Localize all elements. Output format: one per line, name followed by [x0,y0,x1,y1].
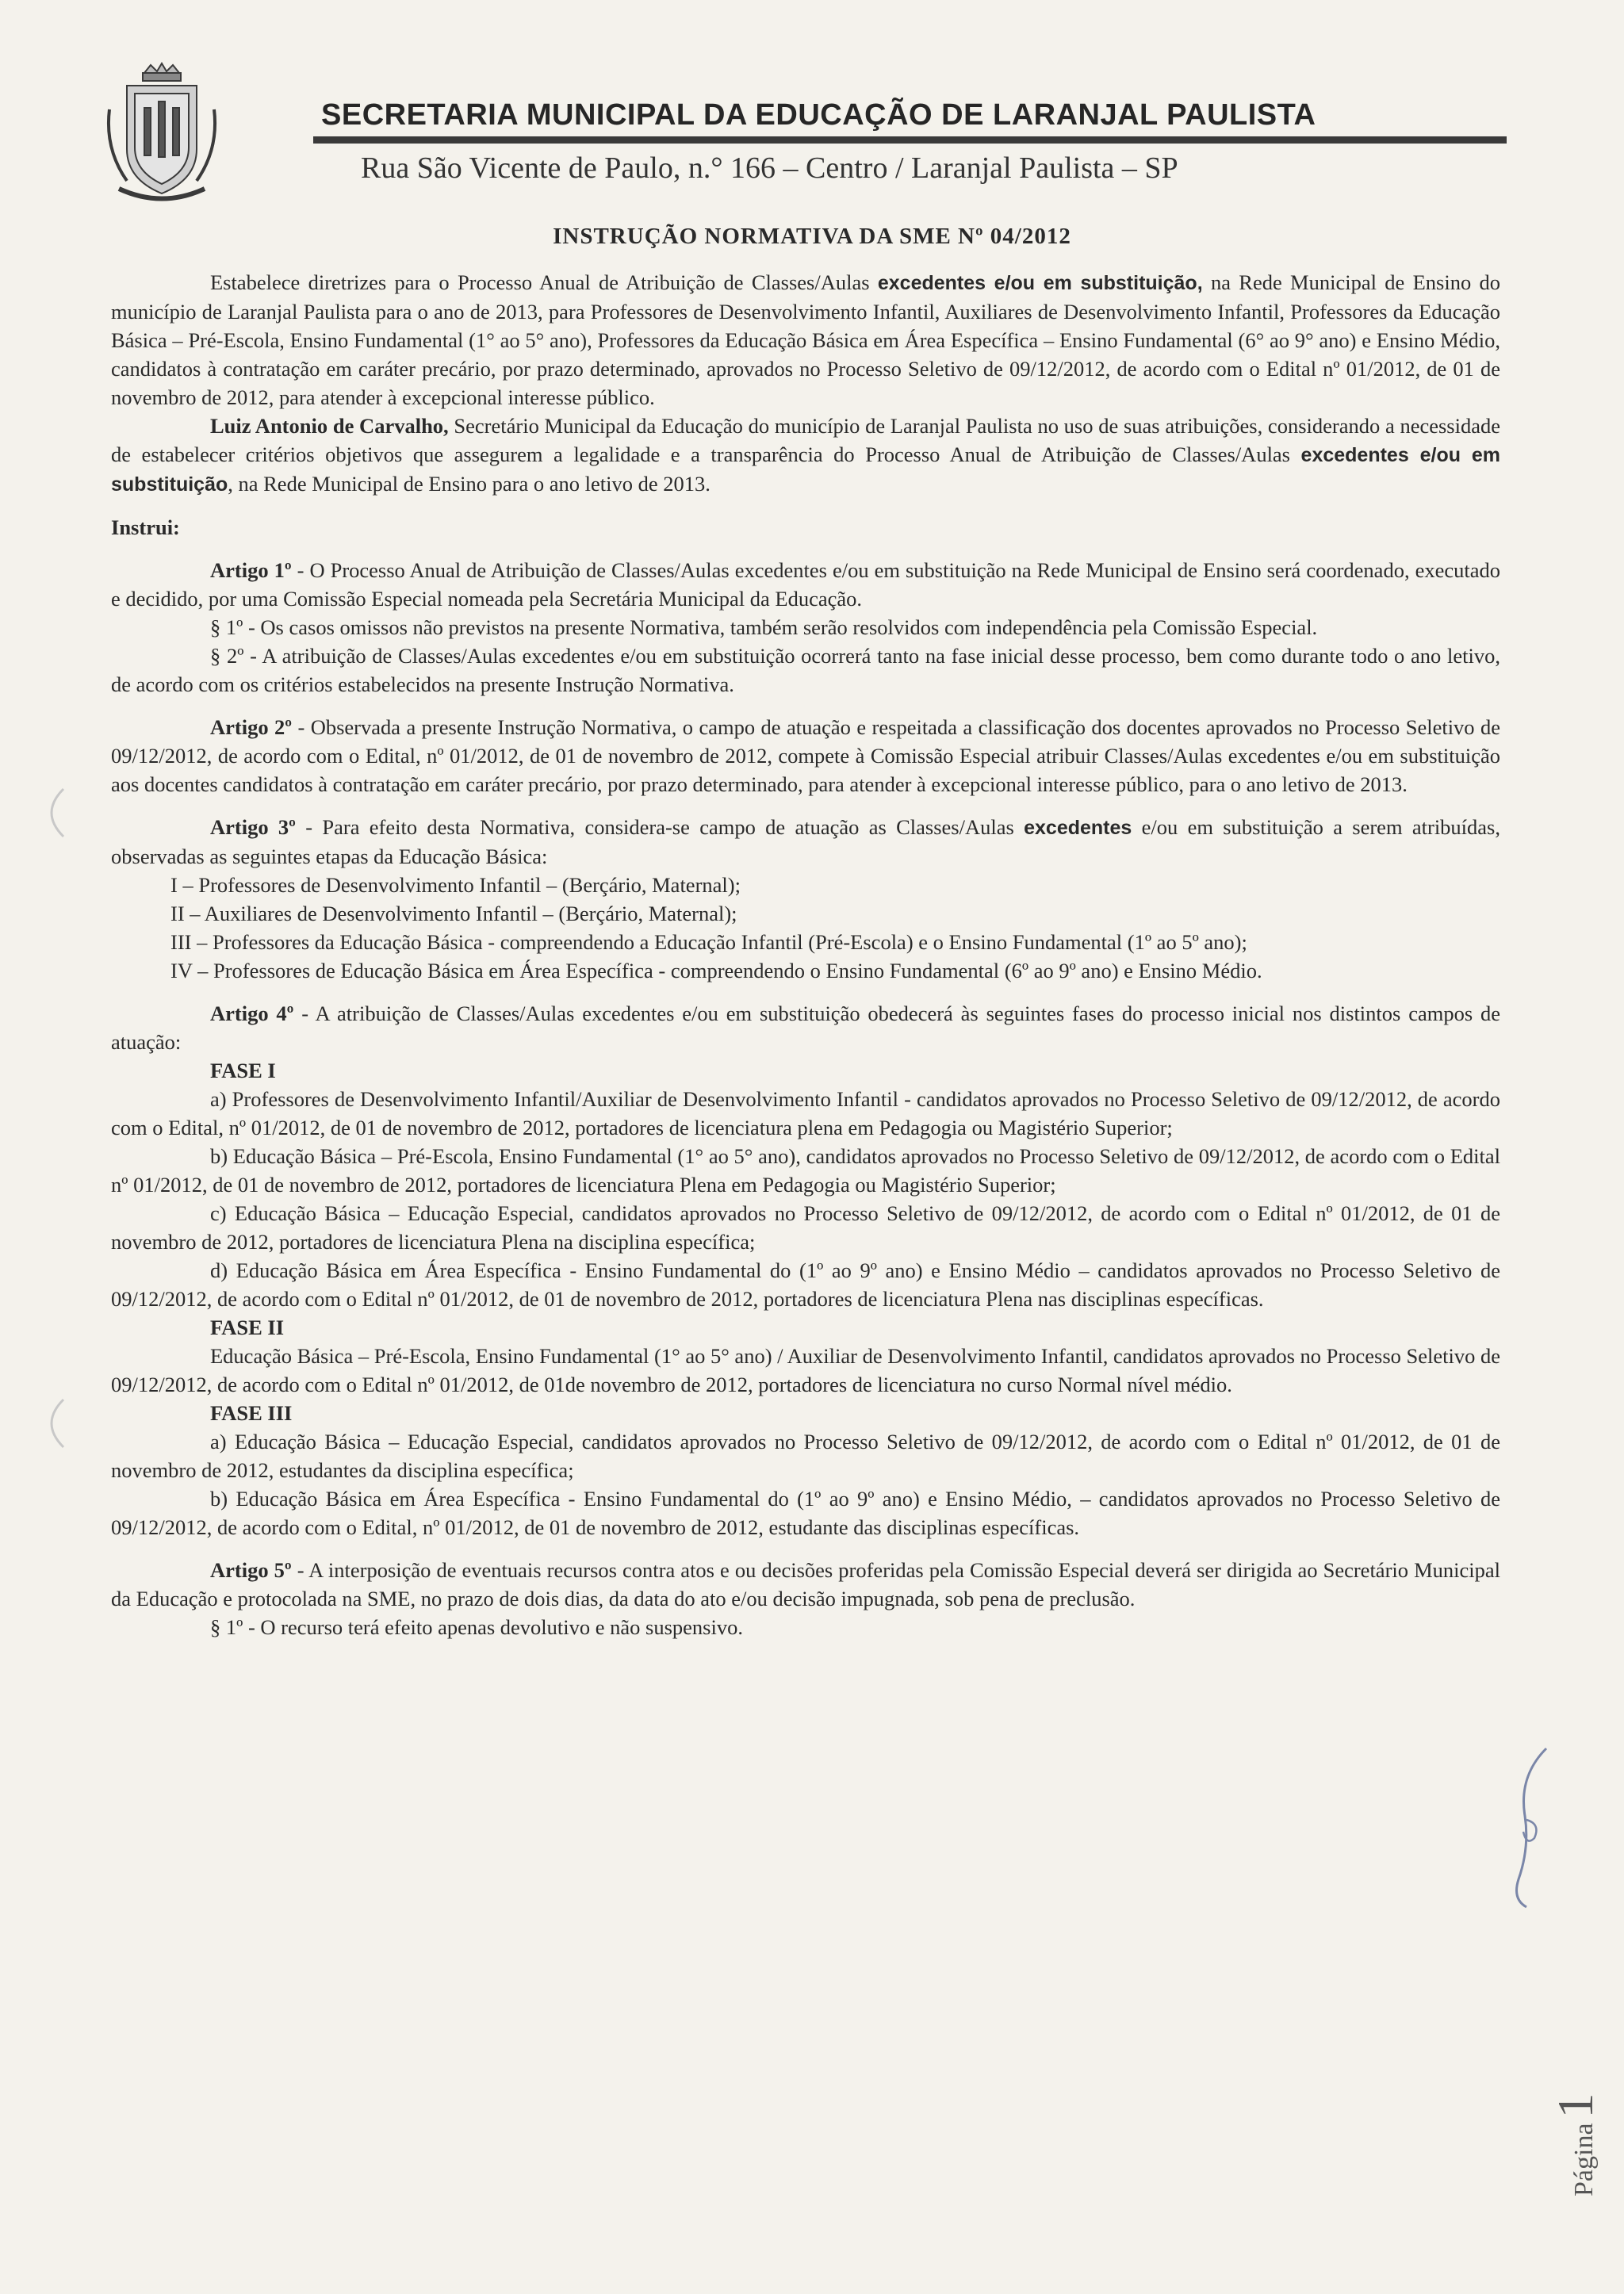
article-1-paragraph-1: § 1º - Os casos omissos não previstos na presente Normativa, também serão resolvidos com independência pela Comissão Especial. [210,615,1318,639]
article-2: Artigo 2º - Observada a presente Instrução Normativa, o campo de atuação e respeitada a classificação dos docentes aprovados no Processo Seletivo de 09/12/2012, de acordo com o Edital, nº 01/2012, de 01 de novembro de 2012, compete à Comissão Especial atribuir Classes/Aulas excedentes e/ou em substituição aos docentes candidatos à contratação em caráter precário, por prazo determinado, para atender à excepcional interesse público, para o ano letivo de 2013. [111,715,1501,796]
fase-3-item-b: b) Educação Básica em Área Específica - Ensino Fundamental do (1º ao 9º ano) e Ensino Médio, – candidatos aprovados no Processo Seletivo de 09/12/2012, de acordo com o Edital, nº 01/2012, de 01 de novembro de 2012, estudante das disciplinas específicas. [111,1487,1500,1539]
instrui-heading: Instrui: [111,515,180,539]
fase-1-item-d: d) Educação Básica em Área Específica - Ensino Fundamental do (1º ao 9º ano) e Ensino Médio – candidatos aprovados no Processo Seletivo de 09/12/2012, de acordo com o Edital nº 01/2012, de 01 de novembro de 2012, portadores de licenciatura Plena nas disciplinas específicas. [111,1258,1500,1311]
fase-2-heading: FASE II [210,1316,285,1339]
article-4: Artigo 4º - A atribuição de Classes/Aulas excedentes e/ou em substituição obedecerá às seguintes fases do processo inicial nos distintos campos de atuação: [111,1001,1500,1054]
article-5-paragraph-1: § 1º - O recurso terá efeito apenas devolutivo e não suspensivo. [210,1615,743,1639]
handwritten-initials-mark [1503,1744,1558,1911]
article-3-item-1: I – Professores de Desenvolvimento Infantil – (Berçário, Maternal); [170,873,741,897]
fase-3-item-a: a) Educação Básica – Educação Especial, candidatos aprovados no Processo Seletivo de 09/12/2012, de acordo com o Edital nº 01/2012, de 01 de novembro de 2012, estudantes da disciplina específica; [111,1430,1500,1482]
municipal-crest-logo [103,62,220,203]
header-title: SECRETARIA MUNICIPAL DA EDUCAÇÃO DE LARANJAL PAULISTA [321,98,1316,132]
article-3-item-2: II – Auxiliares de Desenvolvimento Infantil – (Berçário, Maternal); [170,902,737,925]
page-number [1546,2093,1605,2196]
article-1: Artigo 1º - O Processo Anual de Atribuição de Classes/Aulas excedentes e/ou em substituição na Rede Municipal de Ensino será coordenado, executado e decidido, por uma Comissão Especial nomeada pela Secretária Municipal da Educação. [111,558,1500,611]
header-rule [313,136,1507,144]
fase-2-text: Educação Básica – Pré-Escola, Ensino Fundamental (1° ao 5° ano) / Auxiliar de Desenvolvimento Infantil, candidatos aprovados no Processo Seletivo de 09/12/2012, de acordo com o Edital nº 01/2012, de 01de novembro de 2012, portadores de licenciatura no curso Normal nível médio. [111,1344,1500,1396]
fase-1-item-a: a) Professores de Desenvolvimento Infantil/Auxiliar de Desenvolvimento Infantil - candidatos aprovados no Processo Seletivo de 09/12/2012, de acordo com o Edital, nº 01/2012, de 01 de novembro de 2012, portadores de licenciatura plena em Pedagogia ou Magistério Superior; [111,1087,1500,1139]
article-3: Artigo 3º - Para efeito desta Normativa, considera-se campo de atuação as Classes/Aulas excedentes e/ou em substituição a serem atribuídas, observadas as seguintes etapas da Educação Básica: [111,815,1500,868]
article-5: Artigo 5º - A interposição de eventuais recursos contra atos e ou decisões proferidas pela Comissão Especial deverá ser dirigida ao Secretário Municipal da Educação e protocolada na SME, no prazo de dois dias, da data do ato e/ou decisão impugnada, sob pena de preclusão. [111,1558,1500,1610]
header-address: Rua São Vicente de Paulo, n.° 166 – Centro / Laranjal Paulista – SP [361,151,1178,185]
scan-punch-mark [36,785,67,841]
ementa-paragraph: Estabelece diretrizes para o Processo Anual de Atribuição de Classes/Aulas excedentes e/ou em substituição, na Rede Municipal de Ensino do município de Laranjal Paulista para o ano de 2013, para Professores de Desenvolvimento Infantil, Auxiliares de Desenvolvimento Infantil, Professores da Educação Básica – Pré-Escola, Ensino Fundamental (1° ao 5° ano), Professores da Educação Básica em Área Específica – Ensino Fundamental (6° ao 9° ano) e Ensino Médio, candidatos à contratação em caráter precário, por prazo determinado, aprovados no Processo Seletivo de 09/12/2012, de acordo com o Edital nº 01/2012, de 01 de novembro de 2012, para atender à excepcional interesse público. [111,270,1500,409]
document-title: INSTRUÇÃO NORMATIVA DA SME Nº 04/2012 [553,224,1071,249]
preamble-paragraph: Luiz Antonio de Carvalho, Secretário Municipal da Educação do município de Laranjal Paulista no uso de suas atribuições, considerando a necessidade de estabelecer critérios objetivos que assegurem a legalidade e a transparência do Processo Anual de Atribuição de Classes/Aulas excedentes e/ou em substituição, na Rede Municipal de Ensino para o ano letivo de 2013. [111,414,1500,496]
page-label: Página [1569,2123,1599,2196]
page-number-value: 1 [1547,2093,1603,2119]
article-3-item-4: IV – Professores de Educação Básica em Área Específica - compreendendo o Ensino Fundamental (6º ao 9º ano) e Ensino Médio. [170,959,1262,982]
article-1-paragraph-2: § 2º - A atribuição de Classes/Aulas excedentes e/ou em substituição ocorrerá tanto na fase inicial desse processo, bem como durante todo o ano letivo, de acordo com os critérios estabelecidos na presente Instrução Normativa. [111,644,1500,696]
article-3-item-3: III – Professores da Educação Básica - compreendendo a Educação Infantil (Pré-Escola) e o Ensino Fundamental (1º ao 5º ano); [170,930,1247,954]
fase-1-heading: FASE I [210,1059,276,1082]
fase-1-item-b: b) Educação Básica – Pré-Escola, Ensino Fundamental (1° ao 5° ano), candidatos aprovados no Processo Seletivo de 09/12/2012, de acordo com o Edital nº 01/2012, de 01 de novembro de 2012, portadores de licenciatura Plena em Pedagogia ou Magistério Superior; [111,1144,1500,1197]
fase-3-heading: FASE III [210,1401,293,1425]
fase-1-item-c: c) Educação Básica – Educação Especial, candidatos aprovados no Processo Seletivo de 09/12/2012, de acordo com o Edital nº 01/2012, de 01 de novembro de 2012, portadores de licenciatura Plena na disciplina específica; [111,1201,1500,1254]
scan-punch-mark [36,1396,67,1451]
document-body [111,268,1500,1641]
